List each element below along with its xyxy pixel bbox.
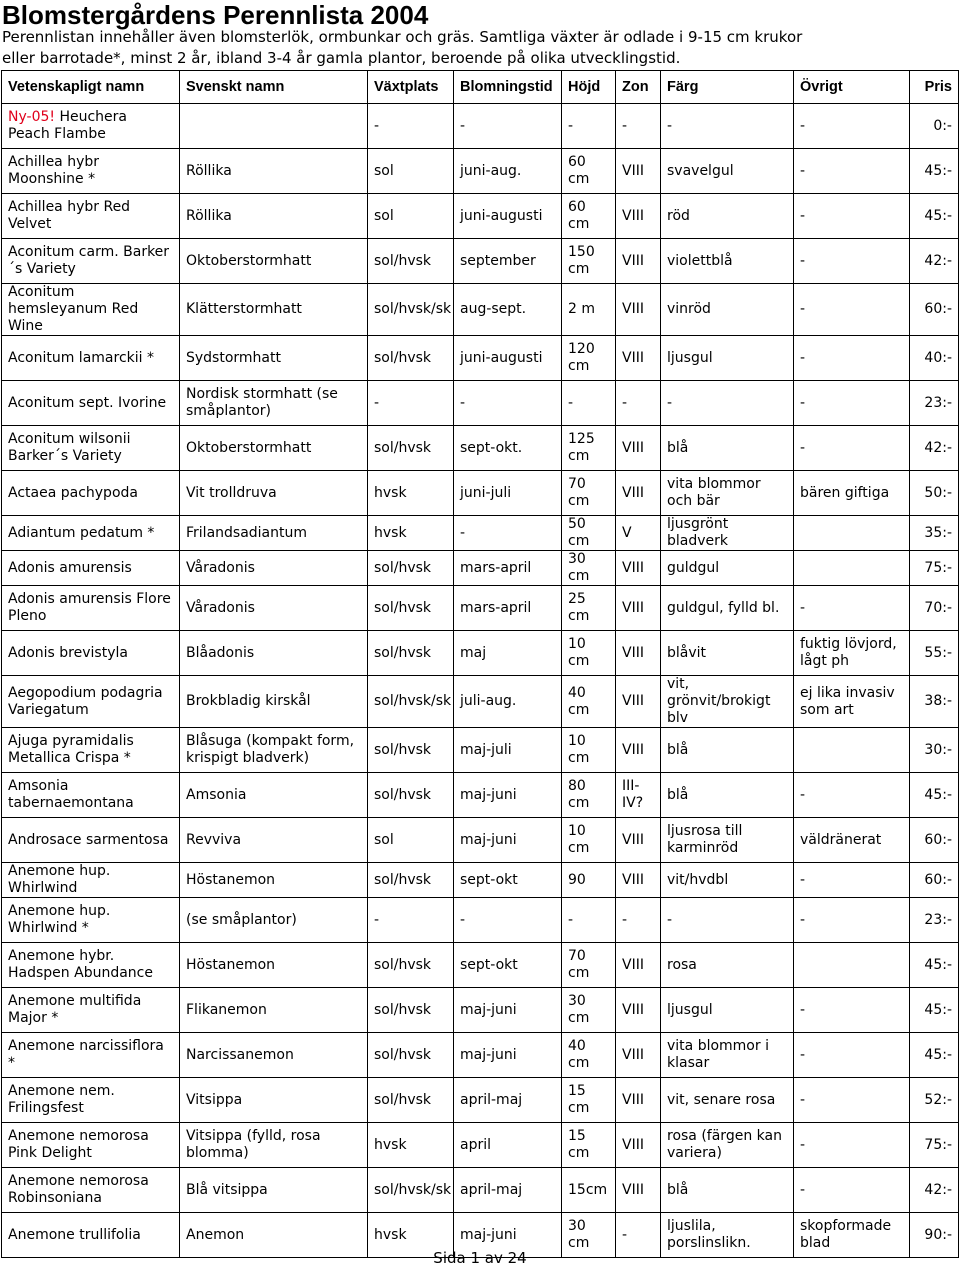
notes-cell: - bbox=[794, 426, 910, 471]
bloom-time-cell: sept-okt bbox=[454, 863, 562, 898]
notes-cell bbox=[794, 516, 910, 551]
notes-cell bbox=[794, 551, 910, 586]
height-cell: 30 cm bbox=[562, 551, 616, 586]
price-cell: 55:- bbox=[910, 631, 959, 676]
color-cell: vit, grönvit/brokigt blv bbox=[661, 676, 794, 728]
color-cell: - bbox=[661, 104, 794, 149]
swedish-name-cell: Vit trolldruva bbox=[180, 471, 368, 516]
zone-cell: - bbox=[616, 381, 661, 426]
price-cell: 50:- bbox=[910, 471, 959, 516]
zone-cell: - bbox=[616, 898, 661, 943]
scientific-name-cell: Anemone multifida Major * bbox=[2, 988, 180, 1033]
height-cell: 10 cm bbox=[562, 818, 616, 863]
intro-line: Perennlistan innehåller även blomsterlök, ormbunkar och gräs. Samtliga växter är odlade i 9-15 cm krukor bbox=[2, 28, 803, 46]
notes-cell: - bbox=[794, 898, 910, 943]
color-cell: vit, senare rosa bbox=[661, 1078, 794, 1123]
swedish-name-cell: Amsonia bbox=[180, 773, 368, 818]
color-cell: blå bbox=[661, 728, 794, 773]
location-cell: sol/hvsk/sk bbox=[368, 1168, 454, 1213]
notes-cell: - bbox=[794, 239, 910, 284]
table-row bbox=[2, 898, 959, 943]
zone-cell: VIII bbox=[616, 1078, 661, 1123]
color-cell: svavelgul bbox=[661, 149, 794, 194]
price-cell: 40:- bbox=[910, 336, 959, 381]
color-cell: ljusgrönt bladverk bbox=[661, 516, 794, 551]
price-cell: 45:- bbox=[910, 988, 959, 1033]
scientific-name-cell: Anemone trullifolia bbox=[2, 1213, 180, 1258]
scientific-name-cell: Achillea hybr Red Velvet bbox=[2, 194, 180, 239]
column-header: Höjd bbox=[562, 71, 616, 104]
location-cell: sol bbox=[368, 818, 454, 863]
bloom-time-cell: sept-okt bbox=[454, 943, 562, 988]
height-cell: 15cm bbox=[562, 1168, 616, 1213]
zone-cell: - bbox=[616, 1213, 661, 1258]
table-row bbox=[2, 818, 959, 863]
table-row bbox=[2, 943, 959, 988]
zone-cell: III-IV? bbox=[616, 773, 661, 818]
table-row bbox=[2, 988, 959, 1033]
table-body bbox=[2, 104, 959, 1258]
scientific-name-cell: Adonis amurensis bbox=[2, 551, 180, 586]
bloom-time-cell: maj-juni bbox=[454, 773, 562, 818]
color-cell: blå bbox=[661, 773, 794, 818]
swedish-name-cell: Oktoberstormhatt bbox=[180, 426, 368, 471]
zone-cell: VIII bbox=[616, 239, 661, 284]
notes-cell: - bbox=[794, 988, 910, 1033]
price-cell: 90:- bbox=[910, 1213, 959, 1258]
scientific-name-cell: Achillea hybr Moonshine * bbox=[2, 149, 180, 194]
height-cell: 80 cm bbox=[562, 773, 616, 818]
table-row bbox=[2, 381, 959, 426]
height-cell: 15 cm bbox=[562, 1078, 616, 1123]
table-row bbox=[2, 676, 959, 728]
zone-cell: VIII bbox=[616, 336, 661, 381]
color-cell: guldgul bbox=[661, 551, 794, 586]
notes-cell: - bbox=[794, 1168, 910, 1213]
zone-cell: VIII bbox=[616, 676, 661, 728]
height-cell: - bbox=[562, 104, 616, 149]
height-cell: - bbox=[562, 381, 616, 426]
scientific-name-cell: Androsace sarmentosa bbox=[2, 818, 180, 863]
notes-cell: - bbox=[794, 1123, 910, 1168]
bloom-time-cell: aug-sept. bbox=[454, 284, 562, 336]
location-cell: sol/hvsk bbox=[368, 943, 454, 988]
price-cell: 38:- bbox=[910, 676, 959, 728]
scientific-name-cell: Aconitum hemsleyanum Red Wine bbox=[2, 284, 180, 336]
height-cell: 150 cm bbox=[562, 239, 616, 284]
price-cell: 75:- bbox=[910, 1123, 959, 1168]
bloom-time-cell: april bbox=[454, 1123, 562, 1168]
price-cell: 75:- bbox=[910, 551, 959, 586]
bloom-time-cell: mars-april bbox=[454, 586, 562, 631]
scientific-name-cell: Anemone nem. Frilingsfest bbox=[2, 1078, 180, 1123]
color-cell: ljuslila, porslinslikn. bbox=[661, 1213, 794, 1258]
notes-cell: bären giftiga bbox=[794, 471, 910, 516]
zone-cell: VIII bbox=[616, 631, 661, 676]
table-row bbox=[2, 631, 959, 676]
height-cell: 10 cm bbox=[562, 728, 616, 773]
price-cell: 45:- bbox=[910, 149, 959, 194]
swedish-name-cell: Anemon bbox=[180, 1213, 368, 1258]
bloom-time-cell: juni-augusti bbox=[454, 194, 562, 239]
zone-cell: VIII bbox=[616, 284, 661, 336]
notes-cell: skopformade blad bbox=[794, 1213, 910, 1258]
height-cell: 60 cm bbox=[562, 194, 616, 239]
scientific-name-cell: Adonis amurensis Flore Pleno bbox=[2, 586, 180, 631]
swedish-name-cell: Våradonis bbox=[180, 551, 368, 586]
notes-cell: - bbox=[794, 381, 910, 426]
notes-cell: - bbox=[794, 284, 910, 336]
location-cell: sol/hvsk bbox=[368, 728, 454, 773]
notes-cell bbox=[794, 728, 910, 773]
bloom-time-cell: april-maj bbox=[454, 1168, 562, 1213]
height-cell: 10 cm bbox=[562, 631, 616, 676]
zone-cell: VIII bbox=[616, 863, 661, 898]
color-cell: röd bbox=[661, 194, 794, 239]
swedish-name-cell: Klätterstormhatt bbox=[180, 284, 368, 336]
swedish-name-cell: Oktoberstormhatt bbox=[180, 239, 368, 284]
price-cell: 70:- bbox=[910, 586, 959, 631]
bloom-time-cell: maj-juli bbox=[454, 728, 562, 773]
location-cell: sol/hvsk bbox=[368, 239, 454, 284]
price-cell: 42:- bbox=[910, 426, 959, 471]
scientific-name-cell bbox=[2, 104, 180, 149]
zone-cell: VIII bbox=[616, 1033, 661, 1078]
scientific-name-cell: Adonis brevistyla bbox=[2, 631, 180, 676]
color-cell: ljusrosa till karminröd bbox=[661, 818, 794, 863]
color-cell: vit/hvdbl bbox=[661, 863, 794, 898]
scientific-name-cell: Anemone nemorosa Robinsoniana bbox=[2, 1168, 180, 1213]
table-row bbox=[2, 239, 959, 284]
bloom-time-cell: juli-aug. bbox=[454, 676, 562, 728]
location-cell: sol/hvsk bbox=[368, 631, 454, 676]
location-cell: sol bbox=[368, 149, 454, 194]
color-cell: rosa (färgen kan variera) bbox=[661, 1123, 794, 1168]
zone-cell: VIII bbox=[616, 426, 661, 471]
zone-cell: VIII bbox=[616, 586, 661, 631]
bloom-time-cell: - bbox=[454, 516, 562, 551]
color-cell: ljusgul bbox=[661, 336, 794, 381]
location-cell: sol/hvsk/sk bbox=[368, 284, 454, 336]
location-cell: hvsk bbox=[368, 1123, 454, 1168]
price-cell: 52:- bbox=[910, 1078, 959, 1123]
scientific-name-cell: Aconitum lamarckii * bbox=[2, 336, 180, 381]
location-cell: - bbox=[368, 104, 454, 149]
table-row bbox=[2, 1078, 959, 1123]
table-row bbox=[2, 104, 959, 149]
table-header-row bbox=[2, 71, 959, 104]
swedish-name-cell: Blåsuga (kompakt form, krispigt bladverk) bbox=[180, 728, 368, 773]
bloom-time-cell: juni-aug. bbox=[454, 149, 562, 194]
height-cell: 70 cm bbox=[562, 943, 616, 988]
intro-text bbox=[2, 27, 952, 69]
location-cell: hvsk bbox=[368, 1213, 454, 1258]
color-cell: ljusgul bbox=[661, 988, 794, 1033]
bloom-time-cell: juni-juli bbox=[454, 471, 562, 516]
location-cell: sol/hvsk bbox=[368, 1078, 454, 1123]
table-row bbox=[2, 586, 959, 631]
price-cell: 42:- bbox=[910, 239, 959, 284]
price-cell: 60:- bbox=[910, 818, 959, 863]
swedish-name-cell: Sydstormhatt bbox=[180, 336, 368, 381]
swedish-name-cell: Höstanemon bbox=[180, 863, 368, 898]
zone-cell: VIII bbox=[616, 943, 661, 988]
column-header: Färg bbox=[661, 71, 794, 104]
location-cell: - bbox=[368, 898, 454, 943]
height-cell: 15 cm bbox=[562, 1123, 616, 1168]
location-cell: sol/hvsk bbox=[368, 1033, 454, 1078]
zone-cell: VIII bbox=[616, 149, 661, 194]
notes-cell: fuktig lövjord, lågt ph bbox=[794, 631, 910, 676]
swedish-name-cell: Höstanemon bbox=[180, 943, 368, 988]
height-cell: 90 bbox=[562, 863, 616, 898]
notes-cell: ej lika invasiv som art bbox=[794, 676, 910, 728]
table-row bbox=[2, 426, 959, 471]
new-badge: Ny-05! bbox=[8, 109, 55, 125]
price-cell: 60:- bbox=[910, 863, 959, 898]
zone-cell: VIII bbox=[616, 471, 661, 516]
swedish-name-cell: Blåadonis bbox=[180, 631, 368, 676]
page-title: Blomstergårdens Perennlista 2004 bbox=[2, 0, 429, 30]
zone-cell: VIII bbox=[616, 1168, 661, 1213]
bloom-time-cell: mars-april bbox=[454, 551, 562, 586]
scientific-name-cell: Ajuga pyramidalis Metallica Crispa * bbox=[2, 728, 180, 773]
table-row bbox=[2, 728, 959, 773]
price-cell: 23:- bbox=[910, 381, 959, 426]
zone-cell: V bbox=[616, 516, 661, 551]
swedish-name-cell: Våradonis bbox=[180, 586, 368, 631]
color-cell: blå bbox=[661, 426, 794, 471]
height-cell: 70 cm bbox=[562, 471, 616, 516]
bloom-time-cell: - bbox=[454, 898, 562, 943]
column-header: Växtplats bbox=[368, 71, 454, 104]
location-cell: sol/hvsk bbox=[368, 551, 454, 586]
zone-cell: VIII bbox=[616, 728, 661, 773]
table-row bbox=[2, 1168, 959, 1213]
bloom-time-cell: maj-juni bbox=[454, 818, 562, 863]
swedish-name-cell: Narcissanemon bbox=[180, 1033, 368, 1078]
swedish-name-cell: Brokbladig kirskål bbox=[180, 676, 368, 728]
height-cell: 2 m bbox=[562, 284, 616, 336]
column-header: Övrigt bbox=[794, 71, 910, 104]
table-row bbox=[2, 773, 959, 818]
notes-cell: - bbox=[794, 336, 910, 381]
notes-cell bbox=[794, 943, 910, 988]
color-cell: vita blommor i klasar bbox=[661, 1033, 794, 1078]
bloom-time-cell: sept-okt. bbox=[454, 426, 562, 471]
scientific-name-cell: Aconitum carm. Barker´s Variety bbox=[2, 239, 180, 284]
zone-cell: VIII bbox=[616, 818, 661, 863]
location-cell: sol/hvsk bbox=[368, 336, 454, 381]
color-cell: - bbox=[661, 381, 794, 426]
price-cell: 42:- bbox=[910, 1168, 959, 1213]
notes-cell: - bbox=[794, 586, 910, 631]
price-cell: 23:- bbox=[910, 898, 959, 943]
location-cell: sol/hvsk bbox=[368, 773, 454, 818]
height-cell: - bbox=[562, 898, 616, 943]
page-number: Sida 1 av 24 bbox=[433, 1249, 527, 1267]
table-row bbox=[2, 516, 959, 551]
zone-cell: VIII bbox=[616, 551, 661, 586]
color-cell: blåvit bbox=[661, 631, 794, 676]
height-cell: 40 cm bbox=[562, 676, 616, 728]
height-cell: 30 cm bbox=[562, 1213, 616, 1258]
bloom-time-cell: september bbox=[454, 239, 562, 284]
color-cell: violettblå bbox=[661, 239, 794, 284]
bloom-time-cell: - bbox=[454, 104, 562, 149]
table-row bbox=[2, 336, 959, 381]
table-row bbox=[2, 284, 959, 336]
swedish-name-cell: Röllika bbox=[180, 194, 368, 239]
notes-cell: - bbox=[794, 104, 910, 149]
price-cell: 35:- bbox=[910, 516, 959, 551]
plant-table bbox=[1, 70, 959, 1258]
column-header: Blomningstid bbox=[454, 71, 562, 104]
location-cell: sol/hvsk bbox=[368, 863, 454, 898]
intro-line: eller barrotade*, minst 2 år, ibland 3-4 år gamla plantor, beroende på olika utvecklingstid. bbox=[2, 49, 681, 67]
notes-cell: - bbox=[794, 1033, 910, 1078]
scientific-name: Heuchera Peach Flambe bbox=[8, 109, 127, 142]
scientific-name-cell: Anemone narcissiflora * bbox=[2, 1033, 180, 1078]
scientific-name-cell: Aconitum sept. Ivorine bbox=[2, 381, 180, 426]
price-cell: 45:- bbox=[910, 1033, 959, 1078]
column-header: Svenskt namn bbox=[180, 71, 368, 104]
swedish-name-cell bbox=[180, 104, 368, 149]
location-cell: sol/hvsk bbox=[368, 586, 454, 631]
height-cell: 50 cm bbox=[562, 516, 616, 551]
color-cell: rosa bbox=[661, 943, 794, 988]
table-row bbox=[2, 1033, 959, 1078]
scientific-name-cell: Anemone hup. Whirlwind bbox=[2, 863, 180, 898]
swedish-name-cell: Röllika bbox=[180, 149, 368, 194]
table-row bbox=[2, 194, 959, 239]
zone-cell: - bbox=[616, 104, 661, 149]
scientific-name-cell: Anemone hup. Whirlwind * bbox=[2, 898, 180, 943]
price-cell: 0:- bbox=[910, 104, 959, 149]
height-cell: 120 cm bbox=[562, 336, 616, 381]
scientific-name-cell: Actaea pachypoda bbox=[2, 471, 180, 516]
scientific-name-cell: Aconitum wilsonii Barker´s Variety bbox=[2, 426, 180, 471]
price-cell: 30:- bbox=[910, 728, 959, 773]
bloom-time-cell: maj-juni bbox=[454, 988, 562, 1033]
scientific-name-cell: Anemone hybr. Hadspen Abundance bbox=[2, 943, 180, 988]
height-cell: 40 cm bbox=[562, 1033, 616, 1078]
color-cell: blå bbox=[661, 1168, 794, 1213]
price-cell: 45:- bbox=[910, 194, 959, 239]
height-cell: 60 cm bbox=[562, 149, 616, 194]
table-row bbox=[2, 471, 959, 516]
notes-cell: väldränerat bbox=[794, 818, 910, 863]
price-cell: 60:- bbox=[910, 284, 959, 336]
location-cell: sol bbox=[368, 194, 454, 239]
swedish-name-cell: Nordisk stormhatt (se småplantor) bbox=[180, 381, 368, 426]
height-cell: 125 cm bbox=[562, 426, 616, 471]
location-cell: sol/hvsk bbox=[368, 988, 454, 1033]
swedish-name-cell: Vitsippa (fylld, rosa blomma) bbox=[180, 1123, 368, 1168]
swedish-name-cell: Flikanemon bbox=[180, 988, 368, 1033]
bloom-time-cell: april-maj bbox=[454, 1078, 562, 1123]
location-cell: sol/hvsk/sk bbox=[368, 676, 454, 728]
scientific-name-cell: Adiantum pedatum * bbox=[2, 516, 180, 551]
color-cell: vita blommor och bär bbox=[661, 471, 794, 516]
swedish-name-cell: Vitsippa bbox=[180, 1078, 368, 1123]
zone-cell: VIII bbox=[616, 988, 661, 1033]
notes-cell: - bbox=[794, 773, 910, 818]
column-header: Pris bbox=[910, 71, 959, 104]
column-header: Zon bbox=[616, 71, 661, 104]
location-cell: sol/hvsk bbox=[368, 426, 454, 471]
location-cell: - bbox=[368, 381, 454, 426]
color-cell: - bbox=[661, 898, 794, 943]
swedish-name-cell: Frilandsadiantum bbox=[180, 516, 368, 551]
table-row bbox=[2, 1123, 959, 1168]
table-row bbox=[2, 551, 959, 586]
scientific-name-cell: Anemone nemorosa Pink Delight bbox=[2, 1123, 180, 1168]
bloom-time-cell: juni-augusti bbox=[454, 336, 562, 381]
zone-cell: VIII bbox=[616, 1123, 661, 1168]
bloom-time-cell: maj-juni bbox=[454, 1213, 562, 1258]
scientific-name-cell: Amsonia tabernaemontana bbox=[2, 773, 180, 818]
color-cell: guldgul, fylld bl. bbox=[661, 586, 794, 631]
swedish-name-cell: (se småplantor) bbox=[180, 898, 368, 943]
color-cell: vinröd bbox=[661, 284, 794, 336]
table-row bbox=[2, 863, 959, 898]
notes-cell: - bbox=[794, 194, 910, 239]
scientific-name-cell: Aegopodium podagria Variegatum bbox=[2, 676, 180, 728]
price-cell: 45:- bbox=[910, 773, 959, 818]
height-cell: 30 cm bbox=[562, 988, 616, 1033]
price-cell: 45:- bbox=[910, 943, 959, 988]
bloom-time-cell: - bbox=[454, 381, 562, 426]
height-cell: 25 cm bbox=[562, 586, 616, 631]
swedish-name-cell: Revviva bbox=[180, 818, 368, 863]
notes-cell: - bbox=[794, 149, 910, 194]
location-cell: hvsk bbox=[368, 516, 454, 551]
zone-cell: VIII bbox=[616, 194, 661, 239]
column-header: Vetenskapligt namn bbox=[2, 71, 180, 104]
location-cell: hvsk bbox=[368, 471, 454, 516]
bloom-time-cell: maj-juni bbox=[454, 1033, 562, 1078]
bloom-time-cell: maj bbox=[454, 631, 562, 676]
notes-cell: - bbox=[794, 1078, 910, 1123]
swedish-name-cell: Blå vitsippa bbox=[180, 1168, 368, 1213]
notes-cell: - bbox=[794, 863, 910, 898]
table-row bbox=[2, 149, 959, 194]
